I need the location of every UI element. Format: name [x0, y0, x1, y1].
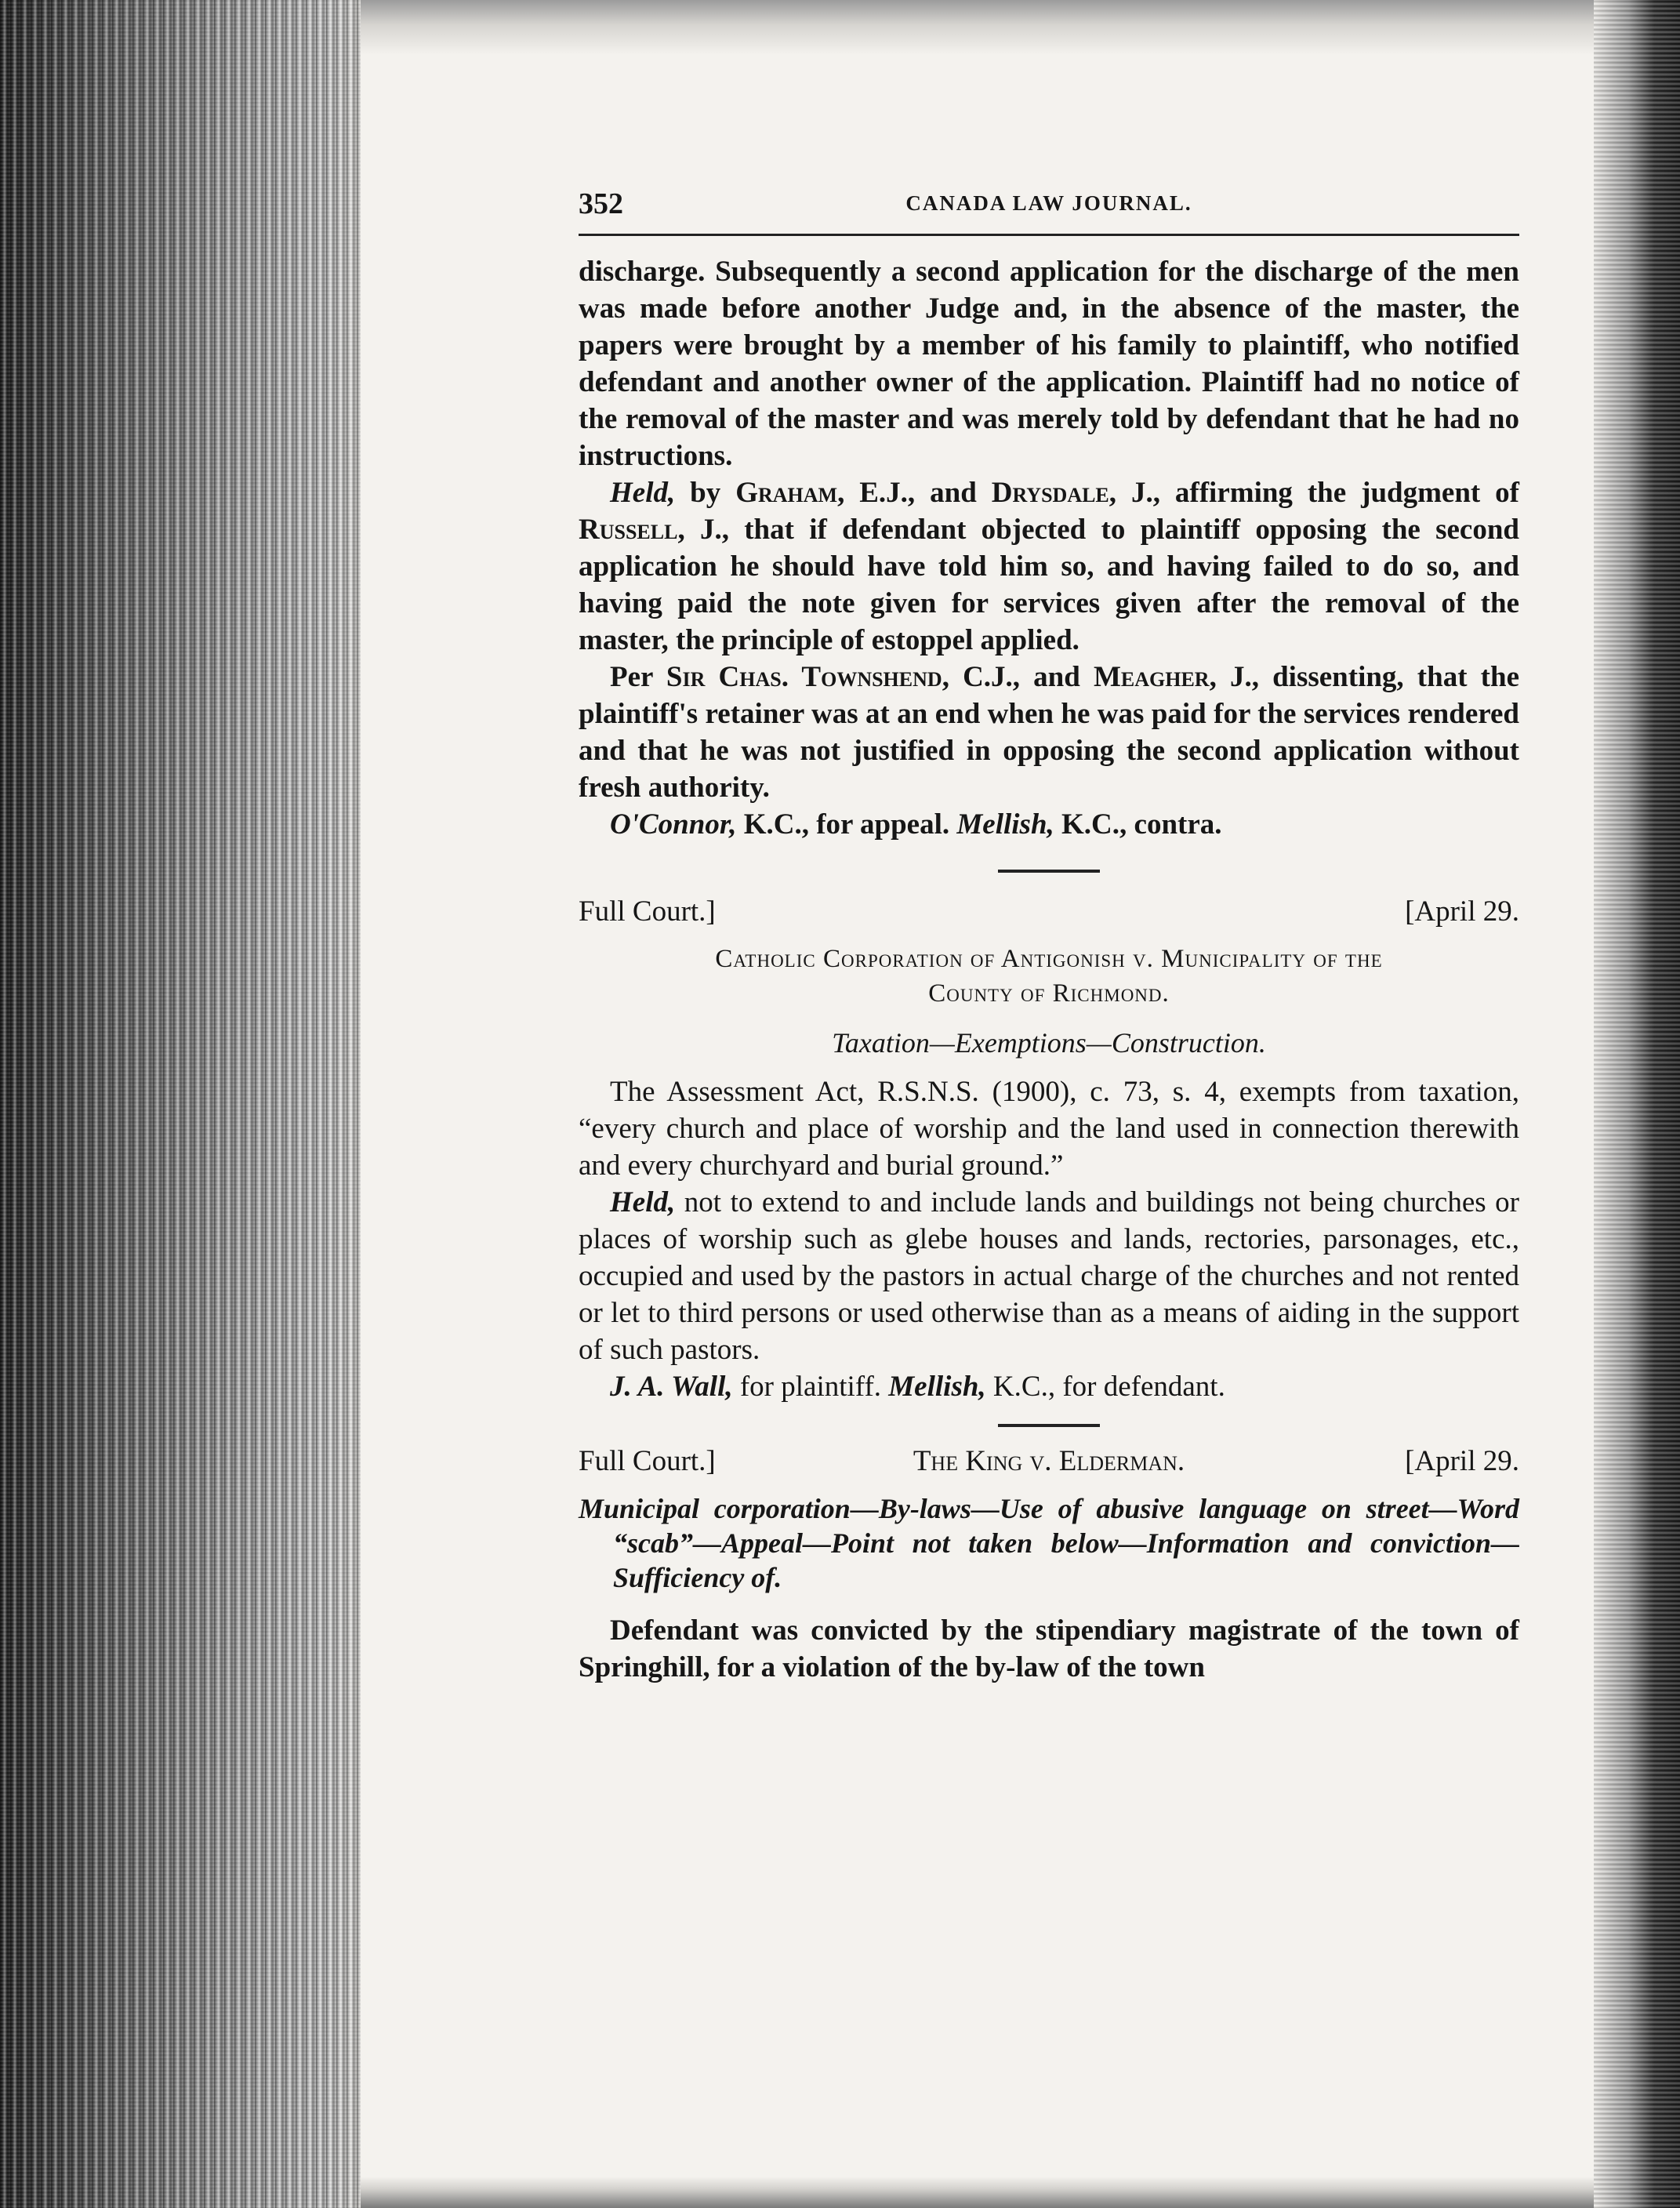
case2-held: [579, 1184, 1519, 1368]
case2-title-line: County of Richmond.: [928, 979, 1170, 1008]
case2-headnote: Taxation—Exemptions—Construction.: [832, 1027, 1266, 1059]
case2-title-line: Catholic Corporation of Antigonish v. Municipality of the: [715, 945, 1383, 973]
journal-page: [579, 187, 1519, 1686]
page-header: [579, 187, 1519, 236]
held-text: not to extend to and include lands and buildings not being churches or places of worship such as glebe houses and lands, rectories, parsonages, etc., occupied and used by the pastors in actual charge of the churches and not rented or let to third persons or used otherwise than as a means of aiding in the support of such pastors.: [579, 1186, 1519, 1366]
counsel-name: Mellish,: [888, 1371, 986, 1403]
counsel-text: K.C., contra.: [1054, 808, 1222, 841]
court-label: Full Court.]: [579, 895, 716, 928]
court-label: Full Court.]: [579, 1445, 716, 1477]
counsel-name: O'Connor,: [610, 808, 737, 841]
case2-court-line: [579, 893, 1519, 937]
per-text-2: , C.J., and: [942, 661, 1094, 693]
case1-counsel: [579, 806, 1519, 843]
judge-meagher: Meagher: [1093, 661, 1210, 693]
held-by-text: by: [675, 477, 736, 509]
per-text-1: Per: [610, 661, 666, 693]
scan-bottom-edge: [361, 2177, 1594, 2208]
scan-left-edge: [0, 0, 361, 2208]
page-body: [579, 253, 1519, 1686]
scan-right-edge: [1594, 0, 1680, 2208]
case3-headnote: Municipal corporation—By-laws—Use of abusive language on street—Word “scab”—Appeal—Point not taken below—Information and conviction—Sufficiency of.: [579, 1493, 1519, 1593]
judge-graham: Graham: [735, 477, 838, 509]
counsel-name: Mellish,: [956, 808, 1054, 841]
counsel-name: J. A. Wall,: [610, 1371, 733, 1403]
counsel-text: K.C., for defendant.: [985, 1371, 1225, 1403]
section-divider: [998, 870, 1100, 873]
counsel-text: K.C., for appeal.: [736, 808, 957, 841]
held-label: Held,: [610, 477, 676, 509]
case2-paragraph: The Assessment Act, R.S.N.S. (1900), c. 73, s. 4, exempts from taxation, “every church and place of worship and the land used in connection therewith and every churchyard and burial ground.”: [579, 1076, 1519, 1182]
judge-townshend: Sir Chas. Townshend: [666, 661, 942, 693]
running-title: CANADA LAW JOURNAL.: [905, 191, 1192, 215]
counsel-text: for plaintiff.: [732, 1371, 889, 1403]
judge-russell: Russell: [579, 514, 678, 546]
case1-paragraph: discharge. Subsequently a second application for the discharge of the men was made before another Judge and, in the absence of the master, the papers were brought by a member of his family to plaintiff, who notified defendant and another owner of the application. Plaintiff had no notice of the removal of the master and was merely told by defendant that he had no instructions.: [579, 256, 1519, 472]
court-date: [April 29.: [1405, 1445, 1519, 1477]
held-text-3: , J., that if defendant objected to plaintiff opposing the second application he should have told him so, and having failed to do so, and having paid the note given for services given after the removal of the master, the principle of estoppel applied.: [579, 514, 1519, 656]
case3-court-line: [579, 1443, 1519, 1487]
case3-title: The King v. Elderman.: [913, 1445, 1185, 1477]
per-text-3: , J., dissenting, that the plaintiff's retainer was at an end when he was paid for the services rendered and that he was not justified in opposing the second application without fresh authority.: [579, 661, 1519, 804]
case3-paragraph: Defendant was convicted by the stipendiary magistrate of the town of Springhill, for a violation of the by-law of the town: [579, 1614, 1519, 1683]
court-date: [April 29.: [1405, 895, 1519, 928]
judge-drysdale: Drysdale: [991, 477, 1109, 509]
case1-dissent: [579, 659, 1519, 806]
held-text-1: , E.J., and: [837, 477, 992, 509]
section-divider: [998, 1424, 1100, 1427]
case1-held: [579, 474, 1519, 659]
held-label: Held,: [610, 1186, 676, 1218]
case2-title: [579, 942, 1519, 1011]
case2-counsel: [579, 1368, 1519, 1405]
scan-top-edge: [361, 0, 1594, 55]
page-number: 352: [579, 187, 623, 220]
held-text-2: , J., affirming the judgment of: [1109, 477, 1519, 509]
